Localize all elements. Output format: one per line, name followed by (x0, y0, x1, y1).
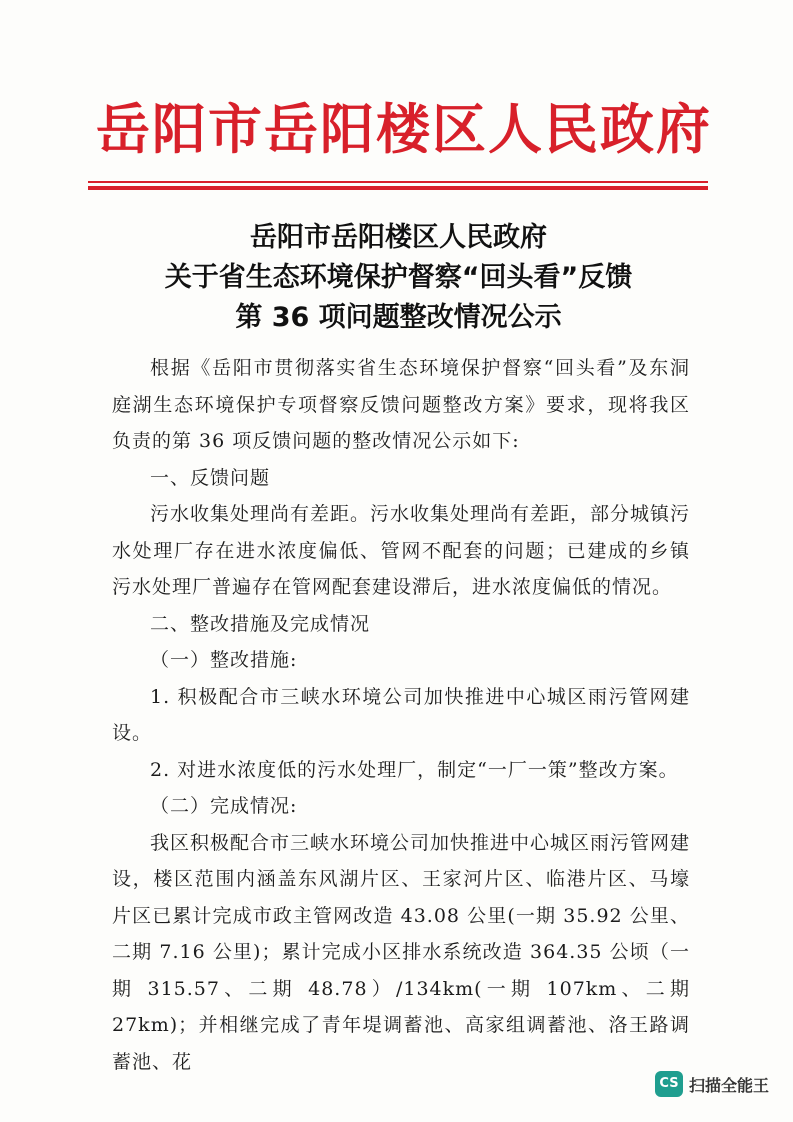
subsection-1-heading: （一）整改措施: (150, 649, 298, 671)
letterhead-rule-thick (88, 186, 708, 190)
document-title (96, 218, 701, 338)
title-line-3: 第 36 项问题整改情况公示 (235, 302, 562, 333)
measure-1-paragraph: 1. 积极配合市三峡水环境公司加快推进中心城区雨污管网建设。 (112, 685, 690, 744)
letterhead-org-name: 岳阳市岳阳楼区人民政府 (96, 98, 712, 161)
subsection-2-heading: （二）完成情况: (150, 795, 298, 817)
title-line-1: 岳阳市岳阳楼区人民政府 (250, 222, 547, 253)
section-1-paragraph: 污水收集处理尚有差距。污水收集处理尚有差距，部分城镇污水处理厂存在进水浓度偏低、管网不配套的问题；已建成的乡镇污水处理厂普遍存在管网配套建设滞后，进水浓度偏低的情况。 (112, 503, 691, 598)
completion-paragraph: 我区积极配合市三峡水环境公司加快推进中心城区雨污管网建设，楼区范围内涵盖东风湖片区、王家河片区、临港片区、马壕片区已累计完成市政主管网改造 43.08 公里(一期 35.92 公里、二期 7.16 公里)；累计完成小区排水系统改造 364.35 公顷（一期 315.57、二期 48.78）/134km(一期 107km、二期 27km)；并相继完成了青年堤调蓄池、高家组调蓄池、洛王路调蓄池、花 (112, 831, 691, 1073)
scanner-watermark (655, 1070, 769, 1098)
section-1-heading: 一、反馈问题 (150, 466, 271, 489)
scanner-watermark-label: 扫描全能王 (689, 1075, 770, 1095)
title-line-2: 关于省生态环境保护督察“回头看”反馈 (164, 262, 633, 293)
intro-paragraph: 根据《岳阳市贯彻落实省生态环境保护督察“回头看”及东洞庭湖生态环境保护专项督察反馈问题整改方案》要求，现将我区负责的第 36 项反馈问题的整改情况公示如下: (112, 357, 690, 452)
camscanner-logo-icon: CS (655, 1071, 683, 1097)
measure-2-paragraph: 2. 对进水浓度低的污水处理厂，制定“一厂一策”整改方案。 (150, 758, 679, 781)
letterhead-rule-thin (88, 181, 708, 183)
document-body (112, 350, 690, 1080)
section-2-heading: 二、整改措施及完成情况 (150, 612, 371, 635)
